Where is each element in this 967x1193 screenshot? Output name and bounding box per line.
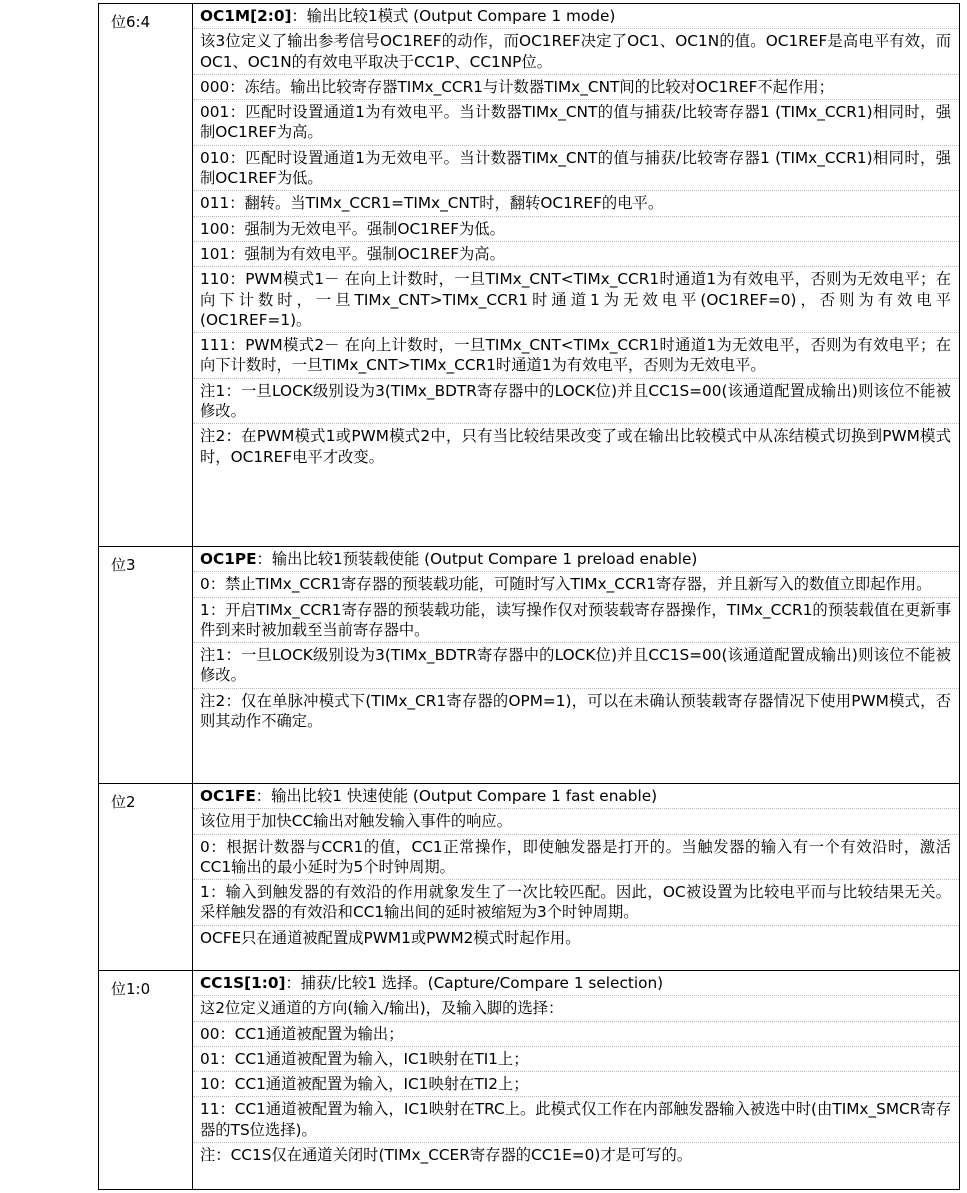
field-heading — [193, 4, 959, 29]
field-heading — [193, 971, 959, 996]
field-heading — [193, 547, 959, 572]
description-line: 010：匹配时设置通道1为无效电平。当计数器TIMx_CNT的值与捕获/比较寄存器1 (TIMx_CCR1)相同时，强制OC1REF为低。 — [193, 146, 959, 192]
field-name: OC1M[2:0] — [200, 7, 292, 25]
field-name: OC1FE — [200, 787, 256, 805]
bit-position-cell — [99, 547, 193, 784]
description-line: 0：禁止TIMx_CCR1寄存器的预装载功能，可随时写入TIMx_CCR1寄存器，并且新写入的数值立即起作用。 — [193, 572, 959, 597]
description-line: 注2：仅在单脉冲模式下(TIMx_CR1寄存器的OPM=1)，可以在未确认预装载寄存器情况下使用PWM模式，否则其动作不确定。 — [200, 691, 951, 731]
description-line: 011：翻转。当TIMx_CCR1=TIMx_CNT时，翻转OC1REF的电平。 — [193, 191, 959, 216]
table-row — [99, 971, 960, 1190]
bit-position: 位1:0 — [111, 980, 151, 998]
bit-position-cell — [99, 971, 193, 1190]
description-line: 00：CC1通道被配置为输出； — [193, 1022, 959, 1047]
description-line: 注1：一旦LOCK级别设为3(TIMx_BDTR寄存器中的LOCK位)并且CC1S=00(该通道配置成输出)则该位不能被修改。 — [193, 643, 959, 689]
description-line: 该3位定义了输出参考信号OC1REF的动作，而OC1REF决定了OC1、OC1N的值。OC1REF是高电平有效，而OC1、OC1N的有效电平取决于CC1P、CC1NP位。 — [193, 29, 959, 75]
description-line: 110：PWM模式1－ 在向上计数时，一旦TIMx_CNT<TIMx_CCR1时通道1为有效电平，否则为无效电平；在向下计数时，一旦TIMx_CNT>TIMx_CCR1时通道1为无效电平(OC1REF=0)，否则为有效电平(OC1REF=1)。 — [193, 267, 959, 333]
bit-position: 位2 — [111, 793, 136, 811]
description-cell — [193, 4, 960, 547]
description-line: 注2：在PWM模式1或PWM模式2中，只有当比较结果改变了或在输出比较模式中从冻结模式切换到PWM模式时，OC1REF电平才改变。 — [200, 427, 951, 466]
description-cell — [193, 971, 960, 1190]
bit-position: 位3 — [111, 556, 136, 574]
description-line: OCFE只在通道被配置成PWM1或PWM2模式时起作用。 — [200, 928, 581, 947]
field-title: ：捕获/比较1 选择。(Capture/Compare 1 selection) — [285, 974, 664, 992]
description-line: 该位用于加快CC输出对触发输入事件的响应。 — [193, 809, 959, 834]
description-cell — [193, 547, 960, 784]
table-row — [99, 547, 960, 784]
field-name: OC1PE — [200, 550, 257, 568]
description-line: 注1：一旦LOCK级别设为3(TIMx_BDTR寄存器中的LOCK位)并且CC1S=00(该通道配置成输出)则该位不能被修改。 — [193, 379, 959, 425]
description-line: 0：根据计数器与CCR1的值，CC1正常操作，即使触发器是打开的。当触发器的输入有一个有效沿时，激活CC1输出的最小延时为5个时钟周期。 — [193, 835, 959, 881]
description-line: 101：强制为有效电平。强制OC1REF为高。 — [193, 242, 959, 267]
description-line: 111：PWM模式2－ 在向上计数时，一旦TIMx_CNT<TIMx_CCR1时通道1为无效电平，否则为有效电平；在向下计数时，一旦TIMx_CNT>TIMx_CCR1时通道1为有效电平，否则为无效电平。 — [193, 333, 959, 379]
bit-position: 位6:4 — [111, 13, 151, 31]
field-title: ：输出比较1 快速使能 (Output Compare 1 fast enable) — [255, 787, 658, 805]
table-row — [99, 4, 960, 547]
field-title: ：输出比较1模式 (Output Compare 1 mode) — [291, 7, 616, 25]
field-name: CC1S[1:0] — [200, 974, 286, 992]
description-line: 1：开启TIMx_CCR1寄存器的预装载功能，读写操作仅对预装载寄存器操作，TIMx_CCR1的预装载值在更新事件到来时被加载至当前寄存器中。 — [193, 598, 959, 644]
field-title: ：输出比较1预装载使能 (Output Compare 1 preload enable) — [256, 550, 698, 568]
field-heading — [193, 784, 959, 809]
description-line: 1：输入到触发器的有效沿的作用就象发生了一次比较匹配。因此，OC被设置为比较电平而与比较结果无关。采样触发器的有效沿和CC1输出间的延时被缩短为3个时钟周期。 — [193, 880, 959, 926]
description-line: 000：冻结。输出比较寄存器TIMx_CCR1与计数器TIMx_CNT间的比较对OC1REF不起作用； — [193, 75, 959, 100]
description-line: 100：强制为无效电平。强制OC1REF为低。 — [193, 217, 959, 242]
register-bit-table — [98, 3, 960, 1190]
description-line: 001：匹配时设置通道1为有效电平。当计数器TIMx_CNT的值与捕获/比较寄存器1 (TIMx_CCR1)相同时，强制OC1REF为高。 — [193, 100, 959, 146]
description-line: 11：CC1通道被配置为输入，IC1映射在TRC上。此模式仅工作在内部触发器输入被选中时(由TIMx_SMCR寄存器的TS位选择)。 — [193, 1097, 959, 1143]
description-line: 10：CC1通道被配置为输入，IC1映射在TI2上； — [193, 1072, 959, 1097]
table-row — [99, 784, 960, 971]
bit-position-cell — [99, 4, 193, 547]
description-line: 这2位定义通道的方向(输入/输出)，及输入脚的选择： — [193, 996, 959, 1021]
description-line: 注：CC1S仅在通道关闭时(TIMx_CCER寄存器的CC1E=0)才是可写的。 — [200, 1146, 693, 1165]
description-line: 01：CC1通道被配置为输入，IC1映射在TI1上； — [193, 1047, 959, 1072]
bit-position-cell — [99, 784, 193, 971]
description-cell — [193, 784, 960, 971]
